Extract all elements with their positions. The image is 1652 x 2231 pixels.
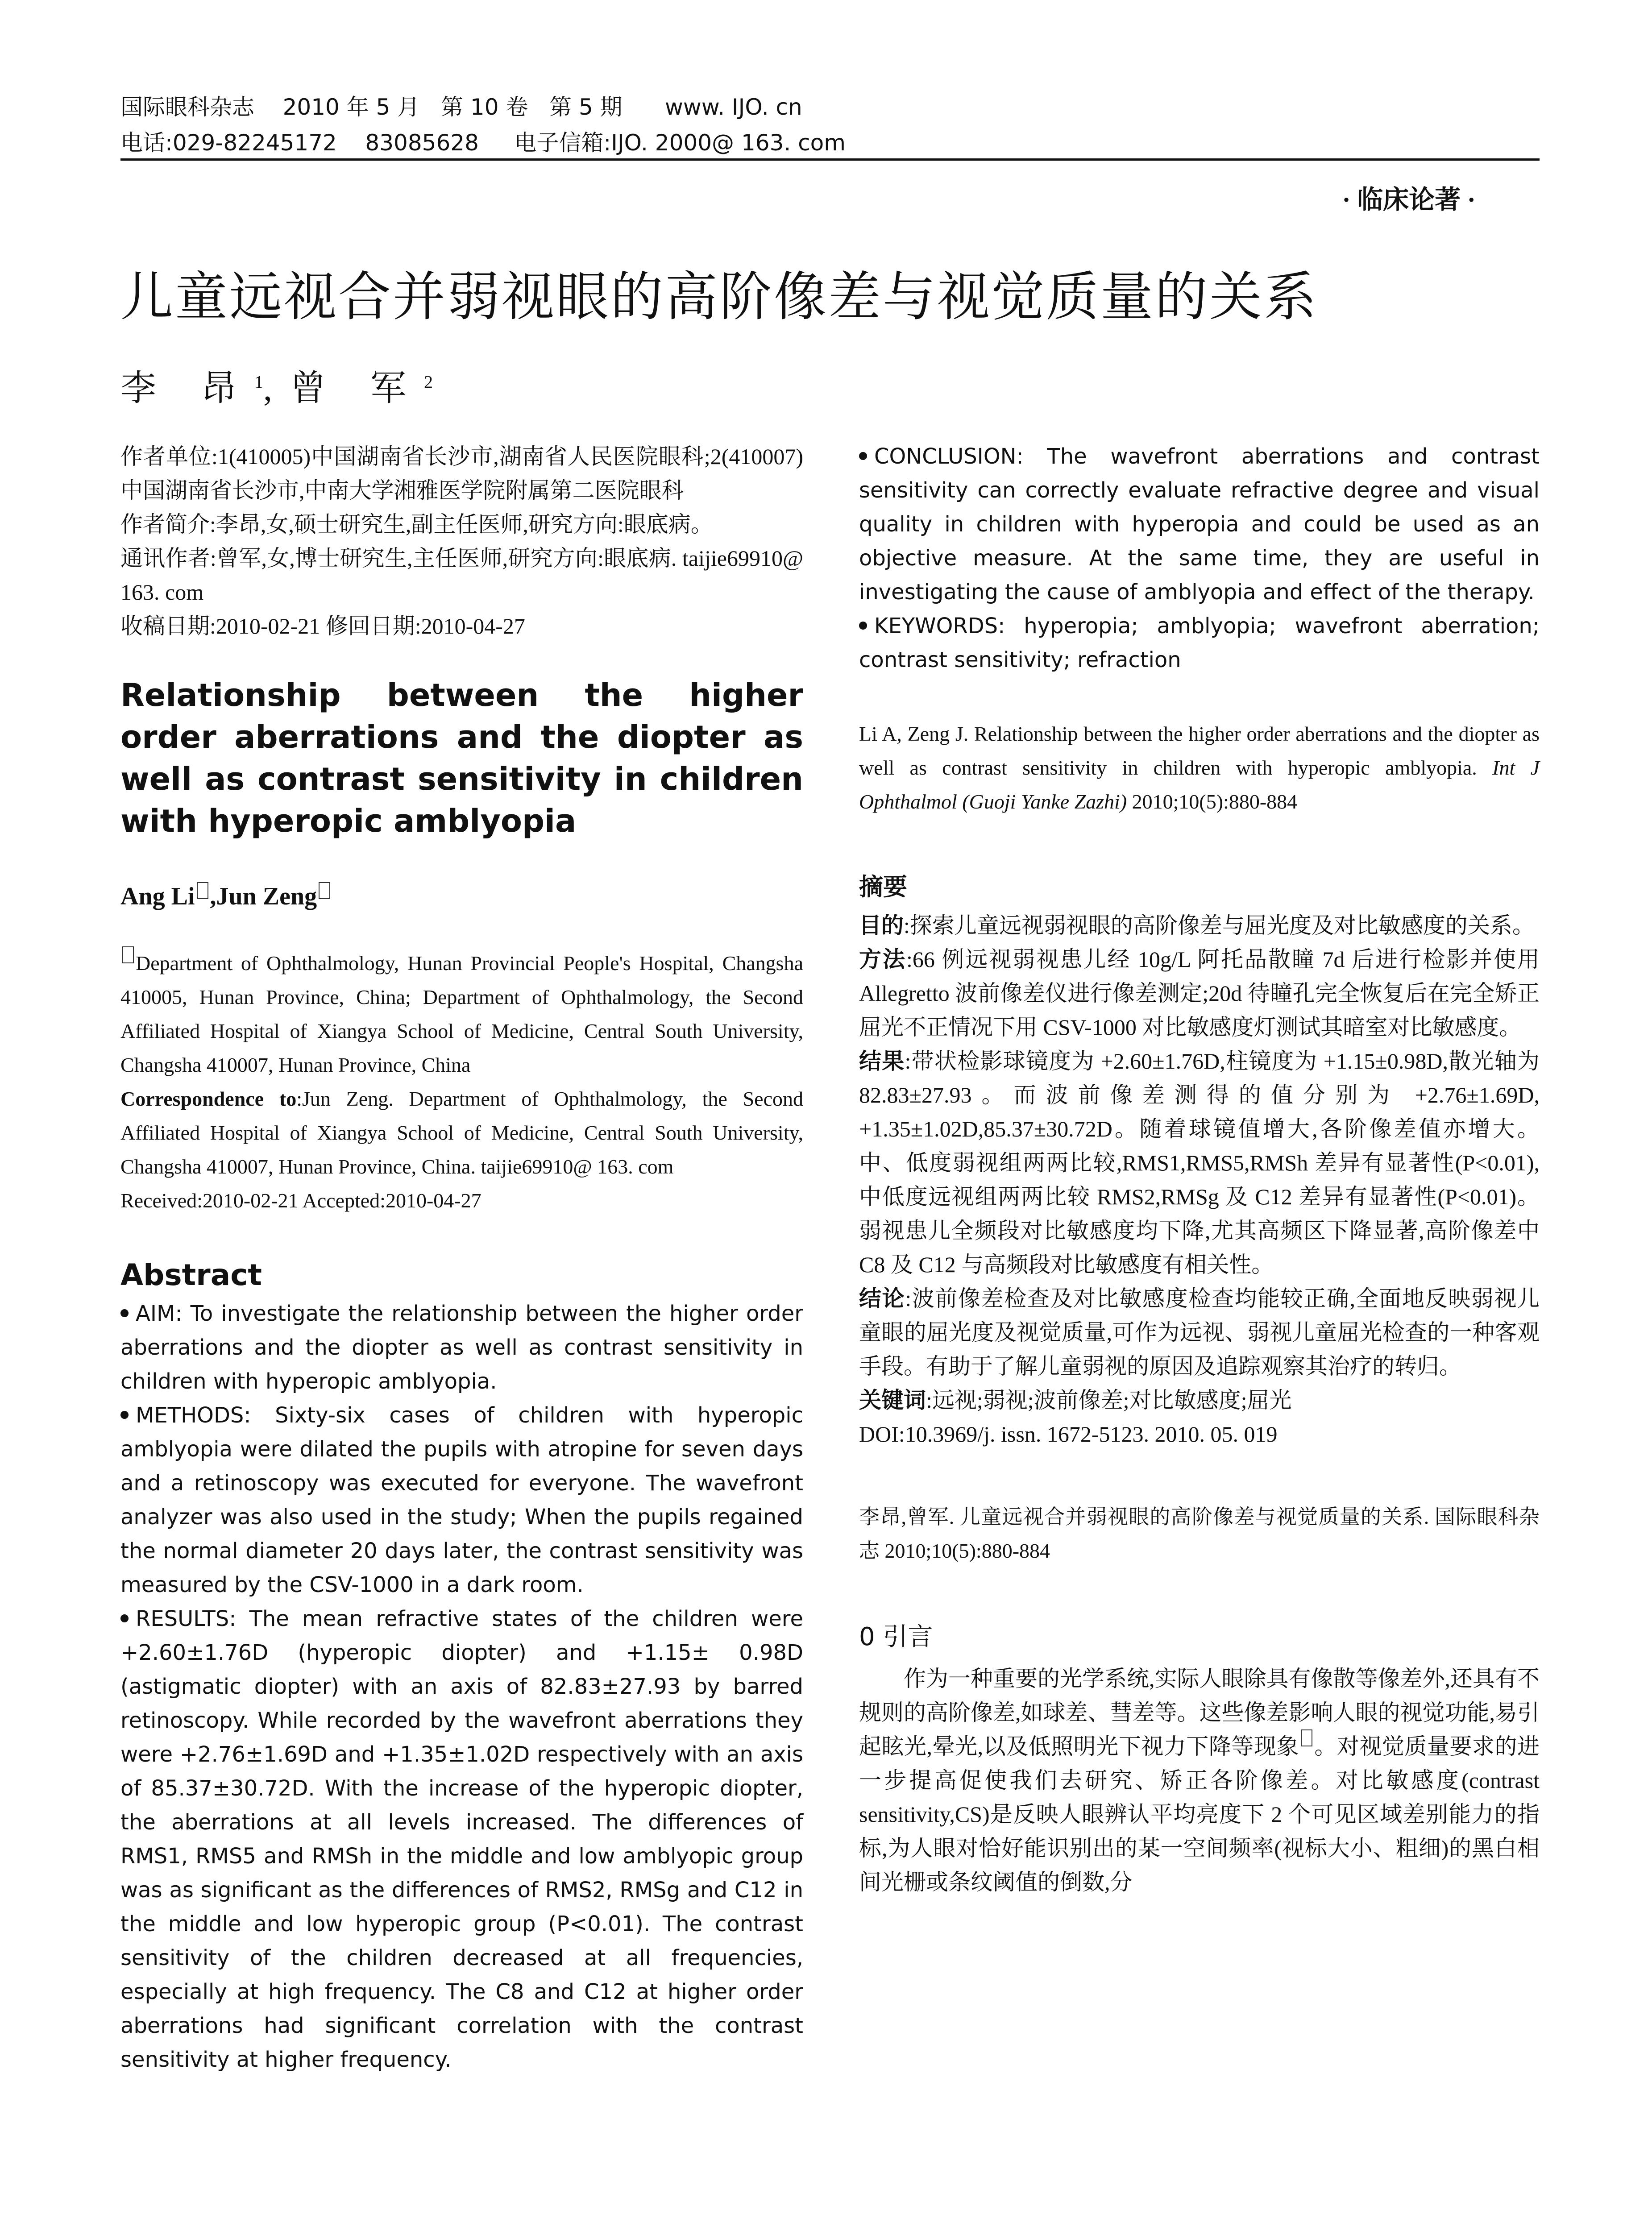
zh-results	[859, 1044, 1540, 1281]
zh-keywords-label: 关键词	[859, 1387, 926, 1413]
abstract-results-text: RESULTS: The mean refractive states of the children were +2.60±1.76D (hyperopic diopter) and +1.15± 0.98D (astigmatic diopter) with an axis of 82.83±27.93 by barred retinoscopy. While recorded by the wavefront aberrations they were +2.76±1.69D and +1.35±1.02D respectively with an axis of 85.37±30.72D. With the increase of the hyperopic diopter, the aberrations at all levels increased. The differences of RMS1, RMS5 and RMSh in the middle and low amblyopic group was as significant as the differences of RMS2, RMSg and C12 in the middle and low hyperopic group (P<0.01). The contrast sensitivity of the children decreased at all frequencies, especially at high frequency. The C8 and C12 at higher order aberrations had significant correlation with the contrast sensitivity at higher frequency.	[120, 1606, 803, 2072]
zh-keywords	[859, 1383, 1540, 1417]
zh-methods-label: 方法	[859, 946, 907, 972]
abstract-keywords	[859, 609, 1540, 677]
intro-text-continued: 。对视觉质量要求的进一步提高促使我们去研究、矫正各阶像差。对比敏感度(contrast sensitivity,CS)是反映人眼辨认平均亮度下 2 个可见区域差别能力的指标,为人眼对恰好能识别出的某一空间频率(视标大小、粗细)的黑白相间光栅或条纹阈值的倒数,分	[859, 1734, 1540, 1895]
affil-symbol	[197, 882, 208, 899]
affiliation-text: Department of Ophthalmology, Hunan Provincial People's Hospital, Changsha 410005, Hunan Province, China; Department of Ophthalmology, the Second Affiliated Hospital of Xiangya School of Medicine, Central South University, Changsha 410007, Hunan Province, China	[120, 952, 803, 1076]
correspondence-label: Correspondence to	[120, 1087, 297, 1110]
english-author-2: ,Jun Zeng	[210, 883, 317, 910]
author-sep: ,	[263, 369, 290, 408]
received-dates-en: Received:2010-02-21 Accepted:2010-04-27	[120, 1189, 481, 1212]
correspondence	[120, 1082, 803, 1184]
zh-conclusion-text: :波前像差检查及对比敏感度检查均能较正确,全面地反映弱视儿童眼的屈光度及视觉质量,可作为远视、弱视儿童屈光检查的一种客观手段。有助于了解儿童弱视的原因及追踪观察其治疗的转归。	[859, 1286, 1540, 1379]
zh-aim-text: :探索儿童远视弱视眼的高阶像差与屈光度及对比敏感度的关系。	[904, 913, 1535, 938]
english-citation	[859, 717, 1540, 819]
author-bio: 作者简介:李昂,女,硕士研究生,副主任医师,研究方向:眼底病。	[120, 512, 713, 537]
abstract-methods-text: METHODS: Sixty-six cases of children with hyperopic amblyopia were dilated the pupils with atropine for seven days and a retinoscopy was executed for everyone. The wavefront analyzer was also used in the study; When the pupils regained the normal diameter 20 days later, the contrast sensitivity was measured by the CSV-1000 in a dark room.	[120, 1403, 803, 1597]
affil-symbol	[319, 882, 330, 899]
journal-header-line2: 电话:029-82245172 83085628 电子信箱:IJO. 2000@ 163. com	[120, 130, 846, 156]
section-tag: · 临床论著 ·	[1342, 185, 1476, 214]
author-unit: 作者单位:1(410005)中国湖南省长沙市,湖南省人民医院眼科;2(410007)中国湖南省长沙市,中南大学湘雅医学院附属第二医院眼科	[120, 444, 803, 503]
intro-paragraph	[859, 1662, 1540, 1899]
bullet-icon	[120, 1309, 129, 1317]
bullet-icon	[120, 1614, 129, 1622]
zh-aim-label: 目的	[859, 912, 904, 938]
zh-results-label: 结果	[859, 1048, 905, 1074]
intro-text: 作为一种重要的光学系统,实际人眼除具有像散等像差外,还具有不规则的高阶像差,如球差、彗差等。这些像差影响人眼的视觉功能,易引起眩光,晕光,以及低照明光下视力下降等现象	[859, 1666, 1540, 1759]
english-authors	[120, 882, 803, 911]
bullet-icon	[120, 1411, 129, 1419]
abstract-heading: Abstract	[120, 1258, 262, 1292]
abstract-results	[120, 1602, 803, 2077]
doi[interactable]: DOI:10.3969/j. issn. 1672-5123. 2010. 05. 019	[859, 1422, 1278, 1447]
citation-journal: Int J Ophthalmol (Guoji Yanke Zazhi)	[859, 756, 1540, 813]
author-1: 李 昂	[120, 369, 254, 408]
zh-conclusion	[859, 1281, 1540, 1383]
journal-header	[120, 89, 1540, 161]
bullet-icon	[859, 622, 867, 630]
received-dates-cn: 收稿日期:2010-02-21 修回日期:2010-04-27	[120, 614, 525, 639]
chinese-title: 儿童远视合并弱视眼的高阶像差与视觉质量的关系	[120, 266, 1319, 328]
zh-aim	[859, 908, 1540, 942]
english-title: Relationship between the higher order aberrations and the diopter as well as contrast sensitivity in children with hyperopic amblyopia	[120, 677, 803, 839]
zh-results-text: :带状检影球镜度为 +2.60±1.76D,柱镜度为 +1.15±0.98D,散光轴为 82.83±27.93。而波前像差测得的值分别为 +2.76±1.69D, +1.35±1.02D,85.37±30.72D。随着球镜值增大,各阶像差值亦增大。中、低度弱视组两两比较,RMS1,RMS5,RMSh 差异有显著性(P<0.01),中低度远视组两两比较 RMS2,RMSg 及 C12 差异有显著性(P<0.01)。弱视患儿全频段对比敏感度均下降,尤其高频区下降显著,高阶像差中 C8 及 C12 与高频段对比敏感度有相关性。	[859, 1049, 1540, 1277]
bullet-icon	[859, 452, 867, 460]
chinese-authors	[120, 359, 433, 411]
zh-methods	[859, 942, 1540, 1044]
author-2-affil: 2	[424, 372, 433, 392]
author-2: 曾 军	[290, 369, 424, 408]
chinese-abstract-heading: 摘要	[859, 873, 907, 901]
abstract-keywords-text: KEYWORDS: hyperopia; amblyopia; wavefront aberration; contrast sensitivity; refraction	[859, 614, 1540, 672]
left-column	[120, 440, 803, 2077]
journal-header-line1: 国际眼科杂志 2010 年 5 月 第 10 卷 第 5 期 www. IJO. cn	[120, 94, 802, 120]
zh-methods-text: :66 例远视弱视患儿经 10g/L 阿托品散瞳 7d 后进行检影并使用 Allegretto 波前像差仪进行像差测定;20d 待瞳孔完全恢复后在完全矫正屈光不正情况下用 CSV-1000 对比敏感度灯测试其暗室对比敏感度。	[859, 947, 1540, 1040]
zh-conclusion-label: 结论	[859, 1286, 905, 1311]
english-author-1: Ang Li	[120, 883, 195, 910]
affiliation	[120, 946, 803, 1082]
abstract-aim-text: AIM: To investigate the relationship between the higher order aberrations and the diopter as well as contrast sensitivity in children with hyperopic amblyopia.	[120, 1301, 803, 1394]
author-1-affil: 1	[254, 372, 263, 392]
correspondence-text: :Jun Zeng. Department of Ophthalmology, the Second Affiliated Hospital of Xiangya School of Medicine, Central South University, Changsha 410007, Hunan Province, China. taijie69910@ 163. com	[120, 1087, 803, 1178]
header-rule	[120, 158, 1540, 161]
affil-symbol	[122, 946, 134, 963]
intro-heading: 0 引言	[859, 1622, 933, 1651]
chinese-citation: 李昂,曾军. 儿童远视合并弱视眼的高阶像差与视觉质量的关系. 国际眼科杂志 2010;10(5):880-884	[859, 1505, 1540, 1562]
corresponding-author: 通讯作者:曾军,女,博士研究生,主任医师,研究方向:眼底病. taijie69910@ 163. com	[120, 546, 803, 605]
reference-symbol	[1301, 1729, 1312, 1746]
abstract-conclusion-text: CONCLUSION: The wavefront aberrations and contrast sensitivity can correctly evaluate refractive degree and visual quality in children with hyperopia and could be used as an objective measure. At the same time, they are useful in investigating the cause of amblyopia and effect of the therapy.	[859, 444, 1540, 605]
abstract-conclusion	[859, 440, 1540, 609]
right-column	[859, 440, 1540, 1899]
abstract-aim	[120, 1297, 803, 1398]
citation-rest: 2010;10(5):880-884	[1127, 790, 1298, 813]
zh-keywords-text: :远视;弱视;波前像差;对比敏感度;屈光	[926, 1388, 1292, 1413]
citation-text: Li A, Zeng J. Relationship between the higher order aberrations and the diopter as well as contrast sensitivity in children with hyperopic amblyopia.	[859, 722, 1540, 779]
abstract-methods	[120, 1398, 803, 1602]
